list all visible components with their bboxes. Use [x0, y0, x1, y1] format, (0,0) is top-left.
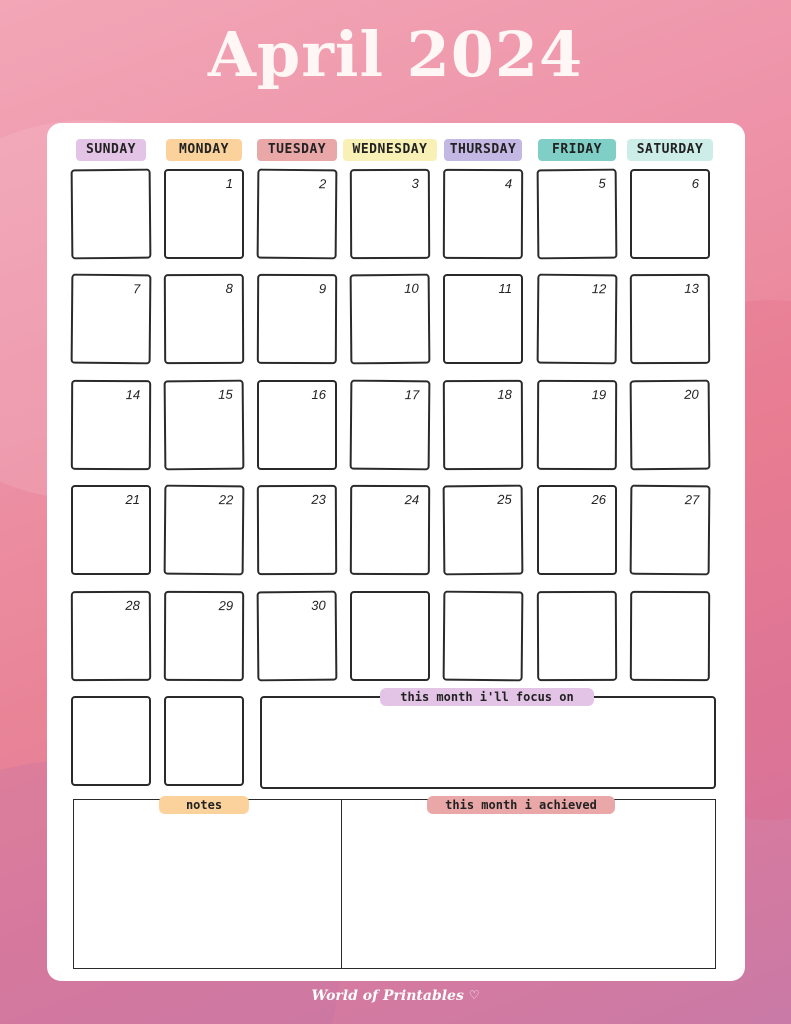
day-cell[interactable]	[443, 274, 523, 364]
day-number: 17	[404, 387, 420, 403]
day-number: 1	[225, 176, 233, 191]
day-cell[interactable]	[350, 274, 431, 365]
day-number: 30	[311, 597, 326, 613]
day-cell[interactable]	[350, 485, 430, 575]
day-cell[interactable]	[443, 591, 524, 682]
day-cell[interactable]	[630, 380, 711, 471]
day-number: 14	[125, 387, 141, 403]
day-number: 19	[591, 387, 607, 403]
day-cell[interactable]	[71, 591, 151, 681]
day-cell[interactable]	[630, 485, 711, 576]
day-number: 23	[311, 491, 326, 507]
day-number: 7	[132, 281, 141, 297]
day-cell[interactable]	[350, 169, 430, 259]
brand-text: World of Printables	[311, 988, 464, 1004]
weekday-tuesday: TUESDAY	[257, 139, 337, 161]
day-cell[interactable]	[350, 380, 431, 471]
day-cell[interactable]	[71, 169, 152, 260]
day-number: 6	[691, 176, 699, 191]
day-number: 11	[498, 281, 512, 296]
day-cell[interactable]	[443, 169, 523, 259]
day-number: 2	[318, 176, 327, 192]
day-cell[interactable]	[164, 380, 245, 471]
day-number: 18	[497, 386, 512, 402]
day-cell[interactable]	[537, 485, 617, 575]
day-number: 25	[497, 491, 512, 507]
day-cell[interactable]	[537, 591, 617, 681]
day-cell[interactable]	[71, 274, 152, 365]
day-cell[interactable]	[257, 274, 337, 364]
day-cell[interactable]	[257, 169, 338, 260]
day-cell[interactable]	[164, 591, 244, 681]
day-cell[interactable]	[164, 169, 244, 259]
day-number: 27	[684, 492, 700, 508]
day-cell[interactable]	[257, 380, 337, 470]
day-number: 29	[218, 598, 234, 614]
day-number: 15	[218, 386, 233, 402]
day-cell[interactable]	[350, 591, 430, 681]
day-cell[interactable]	[164, 274, 244, 364]
day-cell[interactable]	[537, 380, 617, 470]
weekday-monday: MONDAY	[166, 139, 242, 161]
focus-label: this month i'll focus on	[380, 688, 594, 706]
day-number: 10	[404, 280, 419, 296]
day-cell[interactable]	[257, 485, 337, 575]
day-cell[interactable]	[630, 169, 710, 259]
weekday-friday: FRIDAY	[538, 139, 616, 161]
day-cell[interactable]	[257, 591, 338, 682]
achieved-label: this month i achieved	[427, 796, 615, 814]
day-number: 13	[684, 280, 699, 296]
day-cell[interactable]	[71, 380, 151, 470]
extra-day-cell[interactable]	[71, 696, 151, 786]
focus-box[interactable]	[260, 696, 716, 789]
day-number: 4	[504, 176, 513, 192]
notes-label: notes	[159, 796, 249, 814]
day-number: 22	[218, 492, 234, 508]
day-number: 8	[225, 280, 233, 296]
day-cell[interactable]	[630, 274, 710, 364]
day-cell[interactable]	[537, 169, 618, 260]
day-number: 16	[311, 387, 326, 402]
calendar-card	[47, 123, 745, 981]
notes-box[interactable]	[73, 799, 343, 969]
day-cell[interactable]	[443, 485, 524, 576]
day-number: 24	[404, 492, 420, 508]
day-cell[interactable]	[443, 380, 523, 470]
heart-icon: ♡	[468, 988, 480, 1002]
day-number: 5	[598, 175, 606, 191]
weekday-thursday: THURSDAY	[444, 139, 522, 161]
day-number: 3	[411, 175, 419, 191]
day-number: 28	[125, 597, 140, 613]
day-number: 12	[591, 281, 607, 297]
achieved-box[interactable]	[341, 799, 716, 969]
day-number: 21	[125, 492, 140, 507]
day-number: 26	[591, 492, 606, 507]
weekday-saturday: SATURDAY	[627, 139, 713, 161]
day-number: 20	[684, 386, 699, 402]
day-cell[interactable]	[164, 485, 245, 576]
extra-day-cell[interactable]	[164, 696, 244, 786]
weekday-sunday: SUNDAY	[76, 139, 146, 161]
day-cell[interactable]	[71, 485, 151, 575]
day-cell[interactable]	[630, 591, 710, 681]
footer-brand	[0, 988, 791, 1004]
page-title: April 2024	[207, 18, 584, 91]
weekday-wednesday: WEDNESDAY	[343, 139, 437, 161]
day-cell[interactable]	[537, 274, 618, 365]
day-number: 9	[318, 281, 327, 297]
